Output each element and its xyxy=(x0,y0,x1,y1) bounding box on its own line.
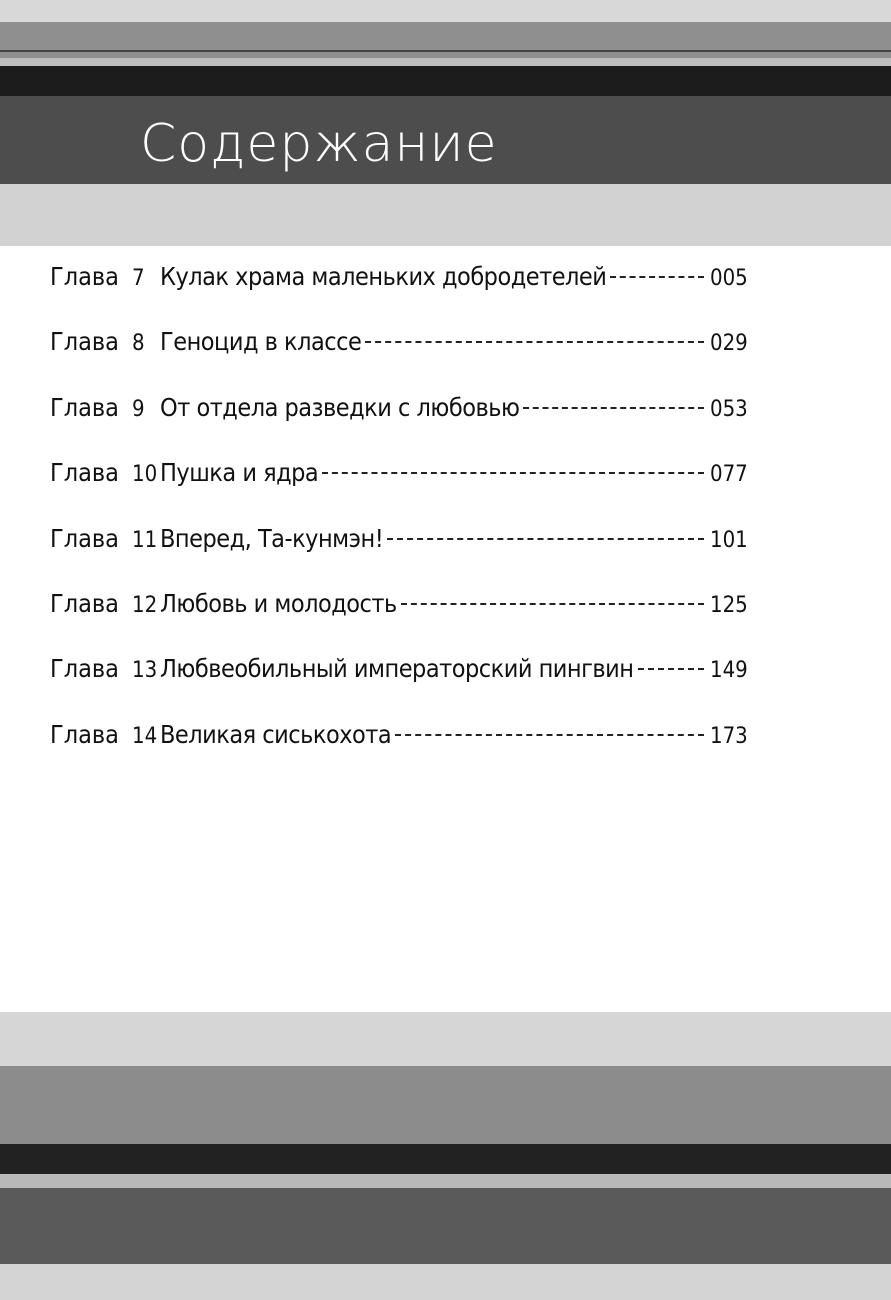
bottom-stripe-light xyxy=(0,1264,891,1300)
bottom-stripe-pale xyxy=(0,1012,891,1066)
stripe-line xyxy=(0,50,891,52)
page-number: 149 xyxy=(710,658,748,684)
bottom-stripe-mid xyxy=(0,1174,891,1188)
dot-leader xyxy=(638,668,705,670)
chapter-title: Геноцид в классе xyxy=(160,327,362,357)
chapter-label: Глава xyxy=(50,327,119,357)
dot-leader xyxy=(395,734,704,736)
chapter-label: Глава xyxy=(50,262,119,291)
top-stripe-light xyxy=(0,0,891,22)
toc-entry[interactable] xyxy=(50,524,750,589)
page-number: 029 xyxy=(710,331,748,357)
chapter-title: Великая сиськохота xyxy=(160,719,392,749)
dot-leader xyxy=(401,603,704,605)
chapter-number: 10 xyxy=(132,462,158,488)
dot-leader xyxy=(523,407,704,409)
page-number: 125 xyxy=(710,592,748,618)
chapter-title: Любвеобильный императорский пингвин xyxy=(160,654,634,684)
bottom-stripe-black xyxy=(0,1144,891,1174)
chapter-number: 14 xyxy=(132,723,158,749)
top-stripe-gray xyxy=(0,22,891,58)
toc-entry[interactable] xyxy=(50,262,750,327)
top-stripe-pale xyxy=(0,184,891,246)
chapter-title: Пушка и ядра xyxy=(160,458,319,488)
bottom-stripe-dark xyxy=(0,1188,891,1264)
chapter-label: Глава xyxy=(50,392,119,422)
dot-leader xyxy=(610,276,704,278)
toc-entry[interactable] xyxy=(50,589,750,654)
toc-entry[interactable] xyxy=(50,393,750,458)
chapter-title: Любовь и молодость xyxy=(160,588,397,618)
chapter-number: 12 xyxy=(132,592,158,618)
dot-leader xyxy=(387,538,704,540)
chapter-label: Глава xyxy=(50,523,119,553)
chapter-title: Вперед, Та-кунмэн! xyxy=(160,523,384,553)
chapter-number: 8 xyxy=(132,331,145,357)
page-title: Содержание xyxy=(140,114,498,174)
chapter-title: От отдела разведки с любовью xyxy=(160,392,520,422)
page-number: 053 xyxy=(710,396,748,422)
chapter-title: Кулак храма маленьких добродетелей xyxy=(160,262,607,291)
page-number: 077 xyxy=(710,462,748,488)
dot-leader xyxy=(322,472,704,474)
chapter-number: 13 xyxy=(132,658,158,684)
page-number: 005 xyxy=(710,266,748,291)
toc-entry[interactable] xyxy=(50,327,750,392)
toc-entry[interactable] xyxy=(50,654,750,719)
dot-leader xyxy=(365,341,704,343)
chapter-number: 9 xyxy=(132,396,145,422)
top-stripe-black xyxy=(0,66,891,96)
page-number: 173 xyxy=(710,723,748,749)
page-number: 101 xyxy=(710,527,748,553)
bottom-stripe-gray xyxy=(0,1066,891,1144)
top-stripe-mid xyxy=(0,58,891,66)
chapter-number: 7 xyxy=(132,266,145,291)
table-of-contents xyxy=(50,262,750,785)
toc-entry[interactable] xyxy=(50,458,750,523)
chapter-label: Глава xyxy=(50,654,119,684)
chapter-label: Глава xyxy=(50,458,119,488)
toc-entry[interactable] xyxy=(50,720,750,785)
chapter-label: Глава xyxy=(50,719,119,749)
chapter-number: 11 xyxy=(132,527,158,553)
chapter-label: Глава xyxy=(50,588,119,618)
